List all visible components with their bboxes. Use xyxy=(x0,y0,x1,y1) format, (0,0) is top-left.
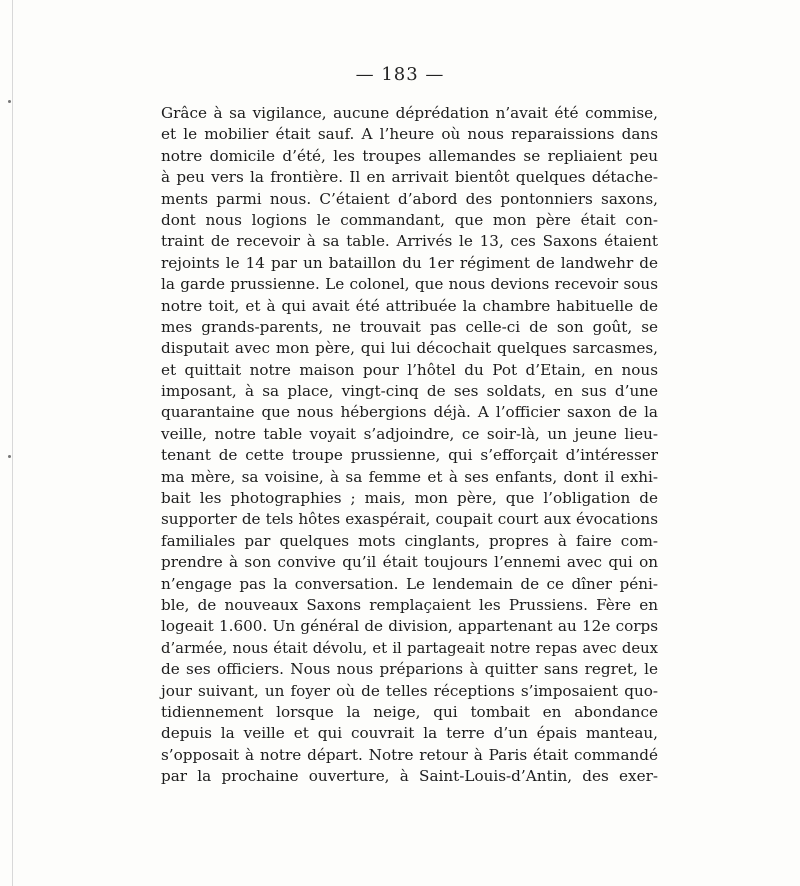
text-line: bait les photographies ; mais, mon père, que l’obligation de xyxy=(161,489,658,508)
text-line: imposant, à sa place, vingt-cinq de ses soldats, en sus d’une xyxy=(161,382,658,401)
text-line: par la prochaine ouverture, à Saint-Louis-d’Antin, des exer- xyxy=(161,767,658,786)
text-line: et quittait notre maison pour l’hôtel du Pot d’Etain, en nous xyxy=(161,360,658,379)
text-line: logeait 1.600. Un général de division, appartenant au 12e corps xyxy=(161,617,658,636)
text-line: prendre à son convive qu’il était toujours l’ennemi avec qui on xyxy=(161,553,658,572)
body-text xyxy=(161,103,658,788)
text-line: et le mobilier était sauf. A l’heure où nous reparaissions dans xyxy=(161,125,658,144)
text-line: ble, de nouveaux Saxons remplaçaient les Prussiens. Fère en xyxy=(161,595,658,614)
text-line: n’engage pas la conversation. Le lendemain de ce dîner péni- xyxy=(161,574,658,593)
text-line: ma mère, sa voisine, à sa femme et à ses enfants, dont il exhi- xyxy=(161,467,658,486)
text-line: à peu vers la frontière. Il en arrivait bientôt quelques détache- xyxy=(161,168,658,187)
text-line: tenant de cette troupe prussienne, qui s’efforçait d’intéresser xyxy=(161,446,658,465)
text-line: la garde prussienne. Le colonel, que nous devions recevoir sous xyxy=(161,275,658,294)
text-line: d’armée, nous était dévolu, et il partageait notre repas avec deux xyxy=(161,639,658,657)
text-line: tidiennement lorsque la neige, qui tombait en abondance xyxy=(161,702,658,721)
text-line: veille, notre table voyait s’adjoindre, ce soir-là, un jeune lieu- xyxy=(161,424,658,443)
page-number: — 183 — xyxy=(355,64,445,85)
text-line: quarantaine que nous hébergions déjà. A l’officier saxon de la xyxy=(161,403,658,422)
text-line: depuis la veille et qui couvrait la terre d’un épais manteau, xyxy=(161,724,658,743)
text-line: notre toit, et à qui avait été attribuée la chambre habituelle de xyxy=(161,296,658,315)
text-line: supporter de tels hôtes exaspérait, coupait court aux évocations xyxy=(161,510,658,529)
text-line: rejoints le 14 par un bataillon du 1er régiment de landwehr de xyxy=(161,253,658,272)
text-line: jour suivant, un foyer où de telles réceptions s’imposaient quo- xyxy=(161,681,658,700)
page-edge-line xyxy=(12,0,13,886)
text-line: mes grands-parents, ne trouvait pas celle-ci de son goût, se xyxy=(161,317,658,336)
text-line: Grâce à sa vigilance, aucune déprédation n’avait été commise, xyxy=(161,104,658,122)
text-line: ments parmi nous. C’étaient d’abord des pontonniers saxons, xyxy=(161,189,658,208)
text-line: disputait avec mon père, qui lui décochait quelques sarcasmes, xyxy=(161,339,658,358)
text-line: familiales par quelques mots cinglants, propres à faire com- xyxy=(161,531,658,550)
text-line: notre domicile d’été, les troupes allemandes se repliaient peu xyxy=(161,146,658,165)
edge-speck xyxy=(8,455,11,458)
text-line: traint de recevoir à sa table. Arrivés le 13, ces Saxons étaient xyxy=(161,232,658,251)
edge-speck xyxy=(8,100,11,103)
text-line: de ses officiers. Nous nous préparions à quitter sans regret, le xyxy=(161,660,658,679)
text-line: dont nous logions le commandant, que mon père était con- xyxy=(161,210,658,229)
text-line: s’opposait à notre départ. Notre retour à Paris était commandé xyxy=(161,745,658,764)
